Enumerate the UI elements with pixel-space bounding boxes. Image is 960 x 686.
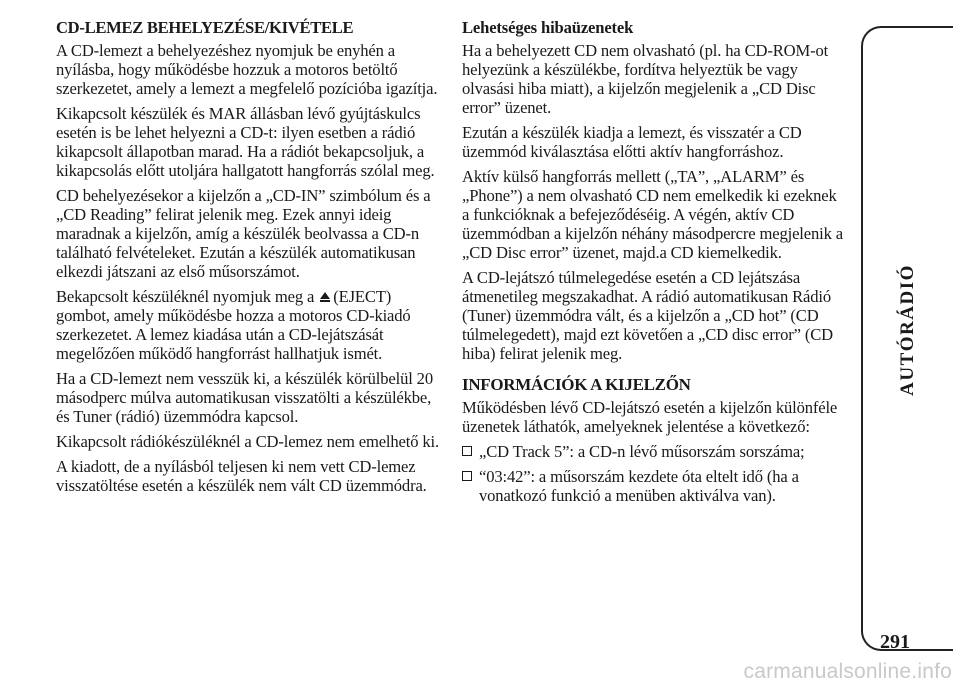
watermark: carmanualsonline.info: [743, 660, 952, 683]
page-number: 291: [880, 631, 910, 653]
paragraph: Aktív külső hangforrás mellett („TA”, „ALARM” és „Phone”) a nem olvasható CD nem emelkedik ki ezeknek a funkcióknak a befejeződéséig. A végén, aktív CD üzemmódban a kijelzőn néhány másodpercre megjelenik a „CD Disc error” üzenet, majd.a CD kiemelkedik.: [462, 167, 843, 262]
paragraph-eject-after: (EJECT) gombot, amely működésbe hozza a motoros CD-kiadó szerkezetet. A lemez kiadása után a CD-lejátszását megelőzően működő hangforrást hallhatjuk ismét.: [56, 287, 411, 363]
section-heading-cd-insert: CD-LEMEZ BEHELYEZÉSE/KIVÉTELE: [56, 18, 354, 37]
subheading-error-messages: Lehetséges hibaüzenetek: [462, 18, 634, 37]
paragraph: Kikapcsolt rádiókészüléknél a CD-lemez nem emelhető ki.: [56, 432, 439, 451]
chapter-tab-label: AUTÓRÁDIÓ: [897, 264, 918, 396]
paragraph: A CD-lemezt a behelyezéshez nyomjuk be enyhén a nyílásba, hogy működésbe hozzuk a motoros betöltő szerkezetet, amely a lemezt a megfelelő pozícióba igazítja.: [56, 41, 438, 98]
checkbox-bullet-icon: [462, 471, 472, 481]
list-item-text: “03:42”: a műsorszám kezdete óta eltelt idő (ha a vonatkozó funkció a menüben aktiválva van).: [479, 467, 799, 505]
paragraph: Ha a behelyezett CD nem olvasható (pl. ha CD-ROM-ot helyezünk a készülékbe, fordítva helyeztük be vagy olvasási hiba miatt), a kijelzőn megjelenik a „CD Disc error” üzenet.: [462, 41, 829, 117]
section-heading-display-info: INFORMÁCIÓK A KIJELZŐN: [462, 375, 691, 394]
paragraph: A CD-lejátszó túlmelegedése esetén a CD lejátszása átmenetileg megszakadhat. A rádió automatikusan Rádió (Tuner) üzemmódra vált, és a kijelzőn a „CD hot” (CD túlmelegedett), majd ezt követően a „CD disc error” (CD hiba) felirat jelenik meg.: [462, 268, 833, 363]
list-item-text: „CD Track 5”: a CD-n lévő műsorszám sorszáma;: [479, 442, 805, 461]
paragraph-eject-before: Bekapcsolt készüléknél nyomjuk meg a: [56, 287, 315, 306]
list-item: [462, 467, 847, 505]
paragraph: A kiadott, de a nyílásból teljesen ki nem vett CD-lemez visszatöltése esetén a készülék nem vált CD üzemmódra.: [56, 457, 427, 495]
paragraph: CD behelyezésekor a kijelzőn a „CD-IN” szimbólum és a „CD Reading” felirat jelenik meg. Ezek annyi ideig maradnak a kijelzőn, amíg a készülék beolvassa a CD-n található felvételeket. Ezután a készülék automatikusan elkezdi játszani az első műsorszámot.: [56, 186, 431, 281]
right-column: [462, 18, 847, 511]
paragraph-eject: [56, 287, 442, 363]
left-column: [56, 18, 442, 501]
paragraph: Kikapcsolt készülék és MAR állásban lévő gyújtáskulcs esetén is be lehet helyezni a CD-t: ilyen esetben a rádió kikapcsolt állapotban marad. Ha a rádiót bekapcsoljuk, a kikapcsolás előtt utoljára hallgatott hangforrás szólal meg.: [56, 104, 435, 180]
paragraph: Ha a CD-lemezt nem vesszük ki, a készülék körülbelül 20 másodperc múlva automatikusan visszatölti a készülékbe, és Tuner (rádió) üzemmódra kapcsol.: [56, 369, 433, 426]
list-item: [462, 442, 847, 461]
eject-icon: [320, 292, 330, 299]
paragraph: Ezután a készülék kiadja a lemezt, és visszatér a CD üzemmód kiválasztása előtti aktív hangforráshoz.: [462, 123, 802, 161]
paragraph: Működésben lévő CD-lejátszó esetén a kijelzőn különféle üzenetek láthatók, amelyeknek jelentése a következő:: [462, 398, 838, 436]
checkbox-bullet-icon: [462, 446, 472, 456]
